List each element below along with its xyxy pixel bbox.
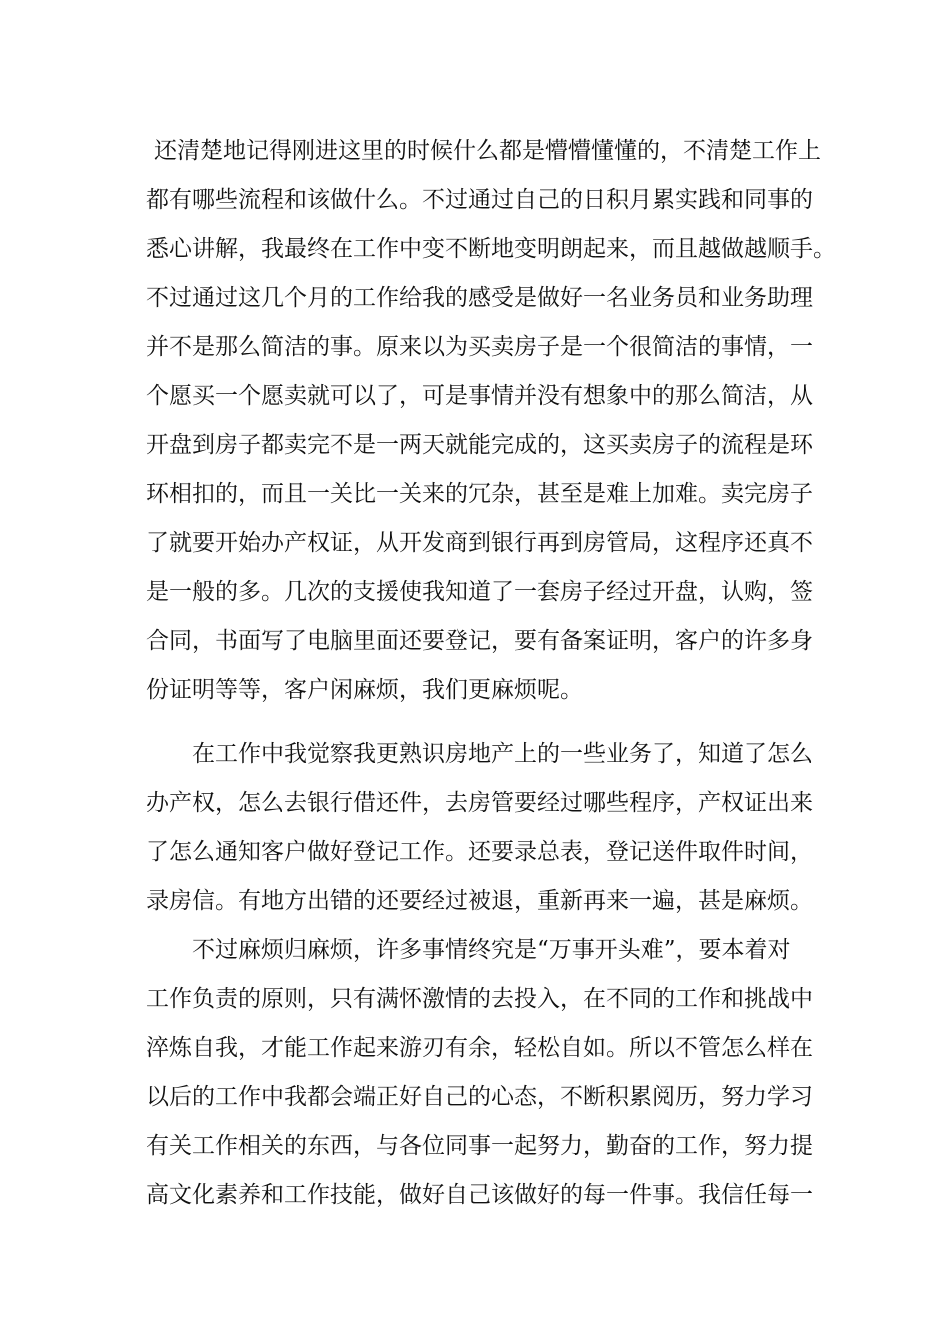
text-line: 在工作中我觉察我更熟识房地产上的一些业务了，知道了怎么 [192, 741, 813, 767]
text-line: 个愿买一个愿卖就可以了，可是事情并没有想象中的那么简洁，从 [146, 383, 813, 409]
text-line: 工作负责的原则，只有满怀激情的去投入，在不同的工作和挑战中 [146, 986, 813, 1012]
text-line: 是一般的多。几次的支援使我知道了一套房子经过开盘，认购，签 [146, 579, 813, 605]
text-line: 都有哪些流程和该做什么。不过通过自己的日积月累实践和同事的 [146, 187, 813, 213]
text-line: 还清楚地记得刚进这里的时候什么都是懵懵懂懂的，不清楚工作上 [154, 138, 821, 164]
text-line: 悉心讲解，我最终在工作中变不断地变明朗起来，而且越做越顺手。 [146, 236, 836, 262]
text-line: 了就要开始办产权证，从开发商到银行再到房管局，这程序还真不 [146, 530, 813, 556]
text-line: 有关工作相关的东西，与各位同事一起努力，勤奋的工作，努力提 [146, 1133, 813, 1159]
text-line: 了怎么通知客户做好登记工作。还要录总表，登记送件取件时间， [146, 839, 813, 865]
text-line: 并不是那么简洁的事。原来以为买卖房子是一个很简洁的事情，一 [146, 334, 813, 360]
text-line: 录房信。有地方出错的还要经过被退，重新再来一遍，甚是麻烦。 [146, 888, 813, 914]
text-line: 办产权，怎么去银行借还件，去房管要经过哪些程序，产权证出来 [146, 790, 813, 816]
text-line: 不过通过这几个月的工作给我的感受是做好一名业务员和业务助理 [146, 285, 813, 311]
text-line: 开盘到房子都卖完不是一两天就能完成的，这买卖房子的流程是环 [146, 432, 813, 458]
text-line: 合同，书面写了电脑里面还要登记，要有备案证明，客户的许多身 [146, 628, 813, 654]
text-line: 份证明等等，客户闲麻烦，我们更麻烦呢。 [146, 677, 583, 703]
text-line: 淬炼自我，才能工作起来游刃有余，轻松自如。所以不管怎么样在 [146, 1035, 813, 1061]
text-line: 以后的工作中我都会端正好自己的心态，不断积累阅历，努力学习 [146, 1084, 813, 1110]
text-line: 环相扣的，而且一关比一关来的冗杂，甚至是难上加难。卖完房子 [146, 481, 813, 507]
text-line: 高文化素养和工作技能，做好自己该做好的每一件事。我信任每一 [146, 1182, 813, 1208]
text-line: 不过麻烦归麻烦，许多事情终究是“万事开头难”，要本着对 [192, 937, 791, 963]
